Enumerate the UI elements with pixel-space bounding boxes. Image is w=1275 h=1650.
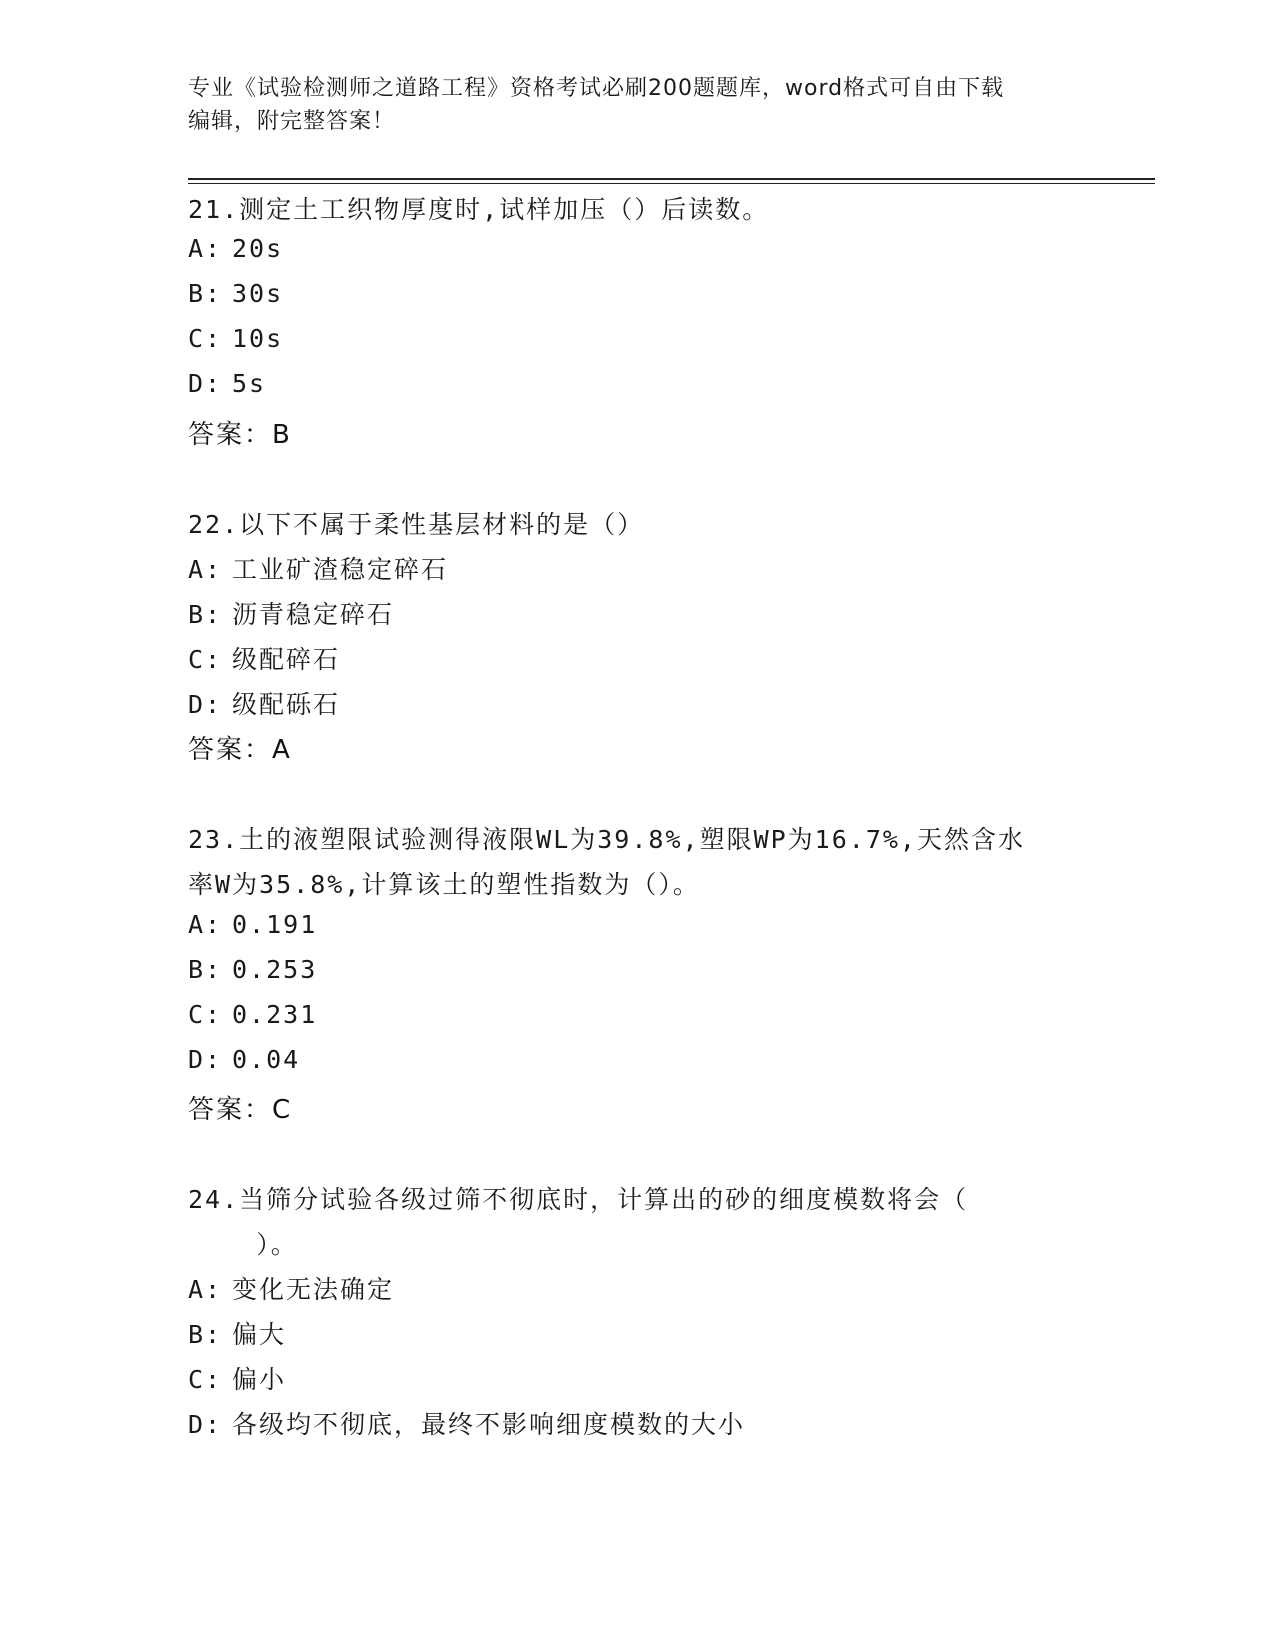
option-c bbox=[188, 640, 340, 676]
option-a bbox=[188, 1270, 394, 1306]
header-rule-thin bbox=[188, 183, 1155, 184]
option-key: D: bbox=[188, 1045, 223, 1074]
option-key: D: bbox=[188, 1410, 223, 1439]
option-c bbox=[188, 324, 283, 353]
option-text: 沥青稳定碎石 bbox=[232, 600, 395, 629]
option-key: A: bbox=[188, 1275, 223, 1304]
header-line-2: 编辑，附完整答案！ bbox=[188, 109, 396, 134]
option-text: 0.231 bbox=[232, 1000, 318, 1029]
answer-line: 答案：A bbox=[188, 735, 292, 765]
question-stem-line-2: 率W为35.8%,计算该土的塑性指数为（）。 bbox=[188, 870, 700, 899]
option-text: 5s bbox=[232, 369, 267, 398]
option-b bbox=[188, 1315, 286, 1351]
option-text: 30s bbox=[232, 279, 284, 308]
option-b bbox=[188, 595, 394, 631]
option-text: 0.191 bbox=[232, 910, 318, 939]
document-header bbox=[188, 72, 1078, 138]
answer-line: 答案：C bbox=[188, 1095, 293, 1125]
option-text: 变化无法确定 bbox=[232, 1275, 395, 1304]
header-line-1: 专业《试验检测师之道路工程》资格考试必刷200题题库，word格式可自由下载 bbox=[188, 76, 1005, 101]
option-key: B: bbox=[188, 279, 223, 308]
option-key: B: bbox=[188, 1320, 223, 1349]
option-a bbox=[188, 910, 317, 939]
option-key: D: bbox=[188, 690, 223, 719]
option-a bbox=[188, 550, 448, 586]
option-key: B: bbox=[188, 600, 223, 629]
answer-line: 答案：B bbox=[188, 420, 292, 450]
option-d bbox=[188, 1045, 300, 1074]
question-stem: 22.以下不属于柔性基层材料的是（） bbox=[188, 510, 645, 539]
option-text: 10s bbox=[232, 324, 284, 353]
option-key: C: bbox=[188, 645, 223, 674]
option-d bbox=[188, 369, 266, 398]
option-key: D: bbox=[188, 369, 223, 398]
option-key: C: bbox=[188, 1365, 223, 1394]
option-text: 0.253 bbox=[232, 955, 318, 984]
option-text: 级配碎石 bbox=[232, 645, 341, 674]
option-b bbox=[188, 955, 317, 984]
option-key: A: bbox=[188, 234, 223, 263]
question-stem-line-1: 24.当筛分试验各级过筛不彻底时，计算出的砂的细度模数将会（ bbox=[188, 1185, 969, 1214]
option-a bbox=[188, 234, 283, 263]
option-key: C: bbox=[188, 1000, 223, 1029]
option-d bbox=[188, 1405, 745, 1441]
option-d bbox=[188, 685, 340, 721]
option-key: B: bbox=[188, 955, 223, 984]
question-stem-line-2: ）。 bbox=[188, 1230, 298, 1259]
question-stem: 21.测定土工织物厚度时,试样加压（）后读数。 bbox=[188, 195, 770, 224]
option-text: 偏大 bbox=[232, 1320, 287, 1349]
option-text: 工业矿渣稳定碎石 bbox=[232, 555, 449, 584]
option-text: 级配砾石 bbox=[232, 690, 341, 719]
option-key: A: bbox=[188, 910, 223, 939]
option-b bbox=[188, 279, 283, 308]
option-text: 偏小 bbox=[232, 1365, 287, 1394]
header-rule-thick bbox=[188, 178, 1155, 180]
option-text: 0.04 bbox=[232, 1045, 301, 1074]
option-c bbox=[188, 1360, 286, 1396]
question-stem-line-1: 23.土的液塑限试验测得液限WL为39.8%,塑限WP为16.7%,天然含水 bbox=[188, 825, 1025, 854]
option-key: A: bbox=[188, 555, 223, 584]
option-c bbox=[188, 1000, 317, 1029]
option-text: 20s bbox=[232, 234, 284, 263]
option-key: C: bbox=[188, 324, 223, 353]
option-text: 各级均不彻底，最终不影响细度模数的大小 bbox=[232, 1410, 746, 1439]
